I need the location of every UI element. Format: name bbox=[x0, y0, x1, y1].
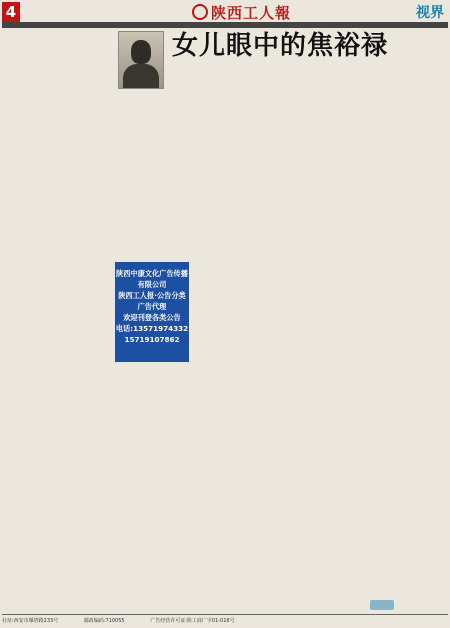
article-column-3 bbox=[193, 66, 283, 604]
ad-line: 欢迎刊登各类公告 bbox=[123, 313, 181, 322]
ad-line: 陕西工人报·公告分类广告代理 bbox=[118, 291, 186, 311]
article-paragraph bbox=[193, 66, 283, 73]
page-number: 4 bbox=[2, 2, 20, 22]
color-swatch bbox=[370, 600, 394, 610]
masthead-title: 陕西工人報 bbox=[211, 4, 292, 22]
article-column-1 bbox=[4, 31, 111, 605]
article-column-2a bbox=[115, 92, 189, 258]
portrait-body bbox=[123, 64, 159, 88]
footer-address: 社址:西安市雁塔路233号 bbox=[2, 618, 59, 624]
article-column-5 bbox=[363, 31, 447, 597]
article-headline: 女儿眼中的焦裕禄 bbox=[172, 31, 389, 61]
article-column-4 bbox=[287, 66, 359, 604]
page-header bbox=[2, 2, 448, 22]
article-paragraph bbox=[363, 31, 447, 38]
article-paragraph bbox=[287, 66, 359, 73]
article-paragraph bbox=[4, 31, 111, 38]
article-column-2b bbox=[115, 366, 189, 604]
section-title: 视界 bbox=[416, 5, 444, 21]
logo-ring-icon bbox=[192, 4, 208, 20]
header-band bbox=[2, 22, 448, 28]
portrait-head bbox=[131, 40, 151, 64]
ad-line: 电话:13571974332 bbox=[115, 324, 189, 333]
advertisement-box bbox=[115, 262, 189, 362]
footer-postcode: 邮政编码:710055 bbox=[83, 618, 125, 624]
article-paragraph bbox=[115, 92, 189, 99]
portrait-photo bbox=[118, 31, 164, 89]
ad-line: 15719107862 bbox=[124, 335, 180, 344]
masthead bbox=[192, 2, 291, 23]
page-footer bbox=[2, 614, 448, 627]
footer-license: 广告经营许可证:陕工商广字01-018号 bbox=[150, 618, 235, 624]
ad-line: 陕西中康文化广告传播有限公司 bbox=[116, 269, 188, 289]
article-paragraph bbox=[115, 366, 189, 373]
